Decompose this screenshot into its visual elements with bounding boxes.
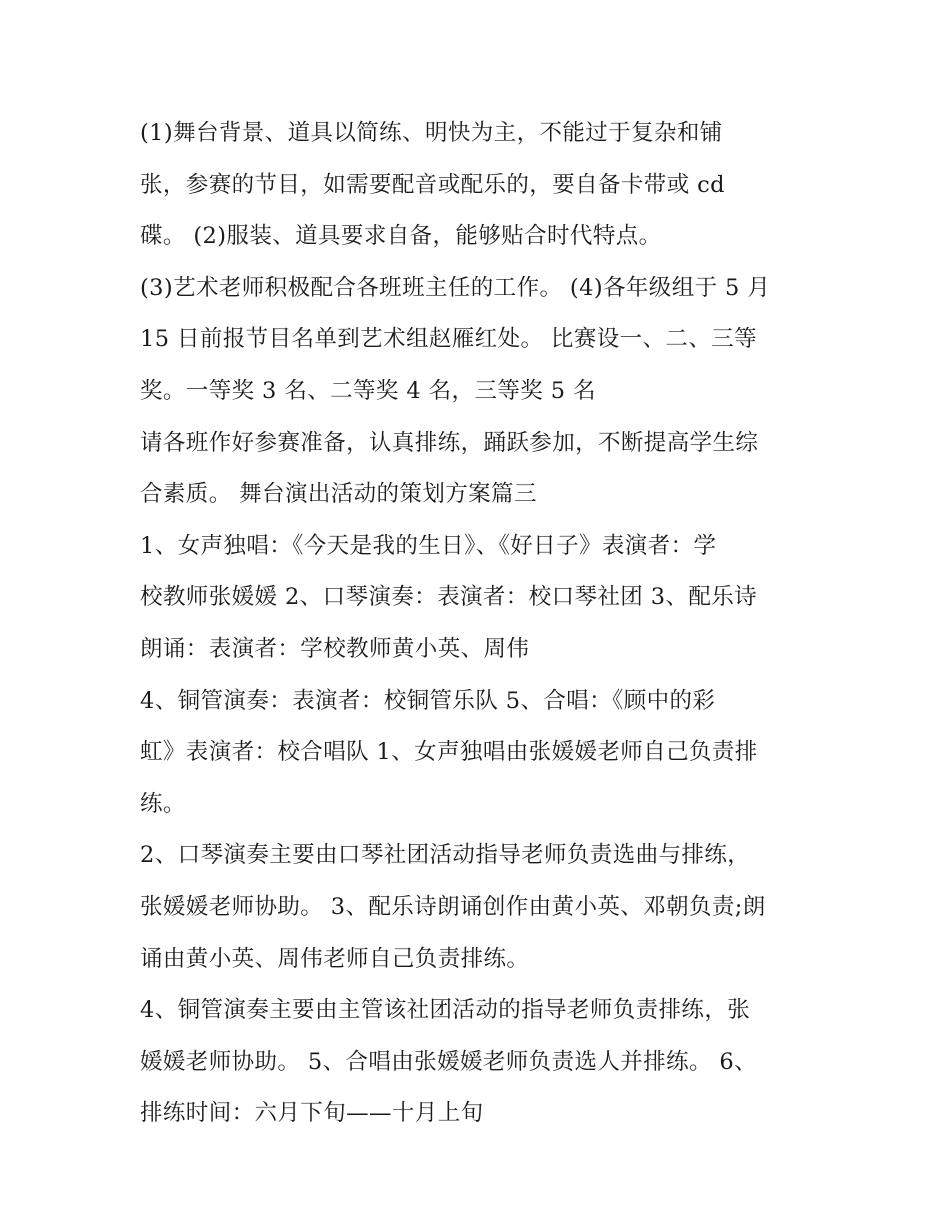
text-line: 排练时间：六月下旬——十月上旬 bbox=[140, 1100, 484, 1127]
text-line: 张，参赛的节目，如需要配音或配乐的，要自备卡带或 cd bbox=[140, 171, 725, 198]
text-line: 朗诵：表演者：学校教师黄小英、周伟 bbox=[140, 635, 530, 662]
text-line: 1、女声独唱：《今天是我的生日》、《好日子》表演者：学 bbox=[140, 532, 717, 559]
document-body bbox=[140, 108, 840, 1140]
text-line: 请各班作好参赛准备，认真排练，踊跃参加，不断提高学生综 bbox=[140, 429, 759, 456]
text-line: 15 日前报节目名单到艺术组赵雁红处。 比赛设一、二、三等 bbox=[140, 326, 758, 353]
text-line: (3)艺术老师积极配合各班班主任的工作。 (4)各年级组于 5 月 bbox=[140, 274, 771, 301]
text-line: 媛媛老师协助。 5、合唱由张媛媛老师负责选人并排练。 6、 bbox=[140, 1048, 758, 1075]
text-line: 奖。一等奖 3 名、二等奖 4 名，三等奖 5 名 bbox=[140, 377, 596, 404]
text-line: 2、口琴演奏主要由口琴社团活动指导老师负责选曲与排练， bbox=[140, 842, 751, 869]
text-line: 4、铜管演奏：表演者：校铜管乐队 5、合唱：《顾中的彩 bbox=[140, 687, 716, 714]
text-line: (1)舞台背景、道具以简练、明快为主，不能过于复杂和铺 bbox=[140, 120, 723, 146]
text-line: 诵由黄小英、周伟老师自己负责排练。 bbox=[140, 945, 530, 972]
text-line: 练。 bbox=[140, 790, 186, 817]
text-line: 4、铜管演奏主要由主管该社团活动的指导老师负责排练，张 bbox=[140, 997, 751, 1024]
text-line: 合素质。 舞台演出活动的策划方案篇三 bbox=[140, 481, 537, 508]
text-line: 校教师张媛媛 2、口琴演奏：表演者：校口琴社团 3、配乐诗 bbox=[140, 584, 758, 611]
text-line: 碟。 (2)服装、道具要求自备，能够贴合时代特点。 bbox=[140, 223, 662, 250]
text-line: 虹》表演者：校合唱队 1、女声独唱由张媛媛老师自己负责排 bbox=[140, 739, 758, 766]
text-line: 张媛媛老师协助。 3、配乐诗朗诵创作由黄小英、邓朝负责;朗 bbox=[140, 893, 766, 920]
